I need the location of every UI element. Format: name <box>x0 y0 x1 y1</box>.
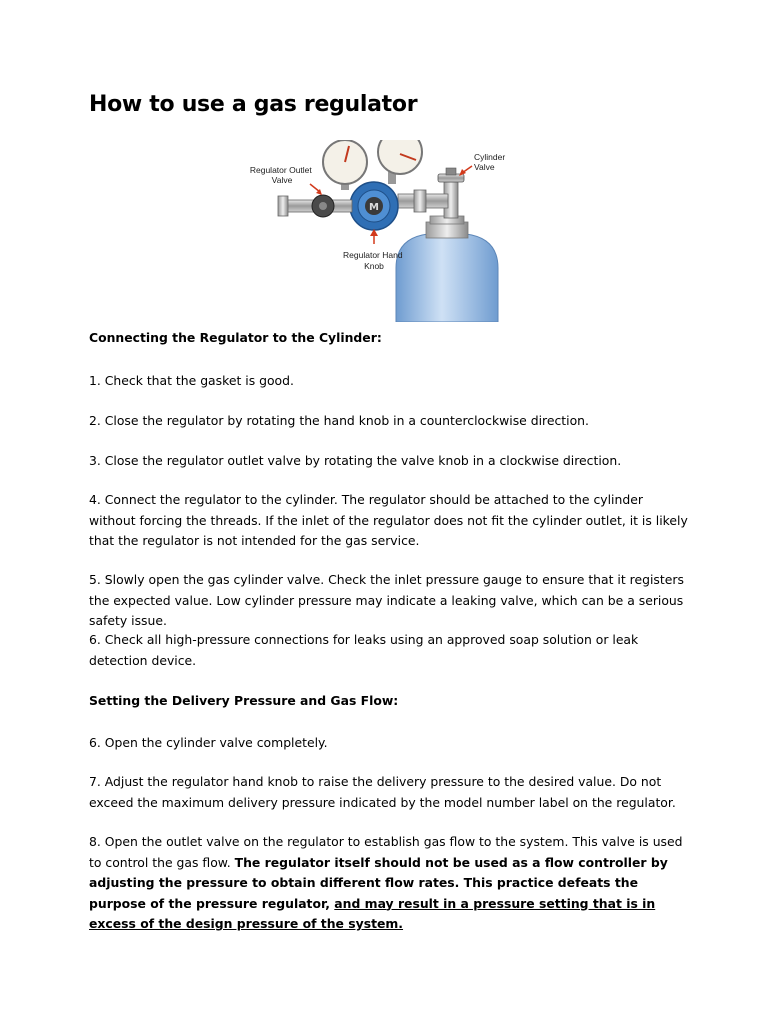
section2-heading: Setting the Delivery Pressure and Gas Flow: <box>89 693 399 708</box>
step-6b: 6. Open the cylinder valve completely. <box>89 735 328 750</box>
gas-cylinder <box>396 234 498 322</box>
gas-regulator-diagram <box>238 140 528 322</box>
inlet-pressure-gauge <box>378 140 422 174</box>
svg-text:M: M <box>369 202 379 213</box>
step-3: 3. Close the regulator outlet valve by rotating the valve knob in a clockwise direction. <box>89 453 622 468</box>
step-5: 5. Slowly open the gas cylinder valve. Check the inlet pressure gauge to ensure that it registers the expected value. Low cylinder pressure may indicate a leaking valve, which can be a serious safety issue. <box>89 572 684 628</box>
step-8 <box>89 832 689 935</box>
step-8-underlined: and may result in a pressure setting that is in excess of the design pressure of the system. <box>89 895 656 931</box>
hand-knob-label: Regulator Hand Knob <box>343 250 403 271</box>
step-2: 2. Close the regulator by rotating the hand knob in a counterclockwise direction. <box>89 413 589 428</box>
step-1: 1. Check that the gasket is good. <box>89 373 294 388</box>
step-4: 4. Connect the regulator to the cylinder. The regulator should be attached to the cylinder without forcing the threads. If the inlet of the regulator does not fit the cylinder outlet, it is likely that the regulator is not intended for the gas service. <box>89 492 688 548</box>
step-8-plain: 8. Open the outlet valve on the regulator to establish gas flow to the system. This valve is used to control the gas flow. <box>89 834 683 870</box>
step-7: 7. Adjust the regulator hand knob to raise the delivery pressure to the desired value. Do not exceed the maximum delivery pressure indicated by the model number label on the regulator. <box>89 774 676 810</box>
page-title: How to use a gas regulator <box>89 92 418 117</box>
outlet-valve-label: Regulator Outlet Valve <box>249 165 312 185</box>
section1-heading: Connecting the Regulator to the Cylinder: <box>89 330 382 345</box>
cylinder-valve-label: Cylinder Valve <box>474 152 506 172</box>
step-8-bold: The regulator itself should not be used as a flow controller by adjusting the pressure to obtain different flow rates. This practice defeats the purpose of the pressure regulator, <box>89 854 668 911</box>
step-6a: 6. Check all high-pressure connections for leaks using an approved soap solution or leak detection device. <box>89 632 639 668</box>
